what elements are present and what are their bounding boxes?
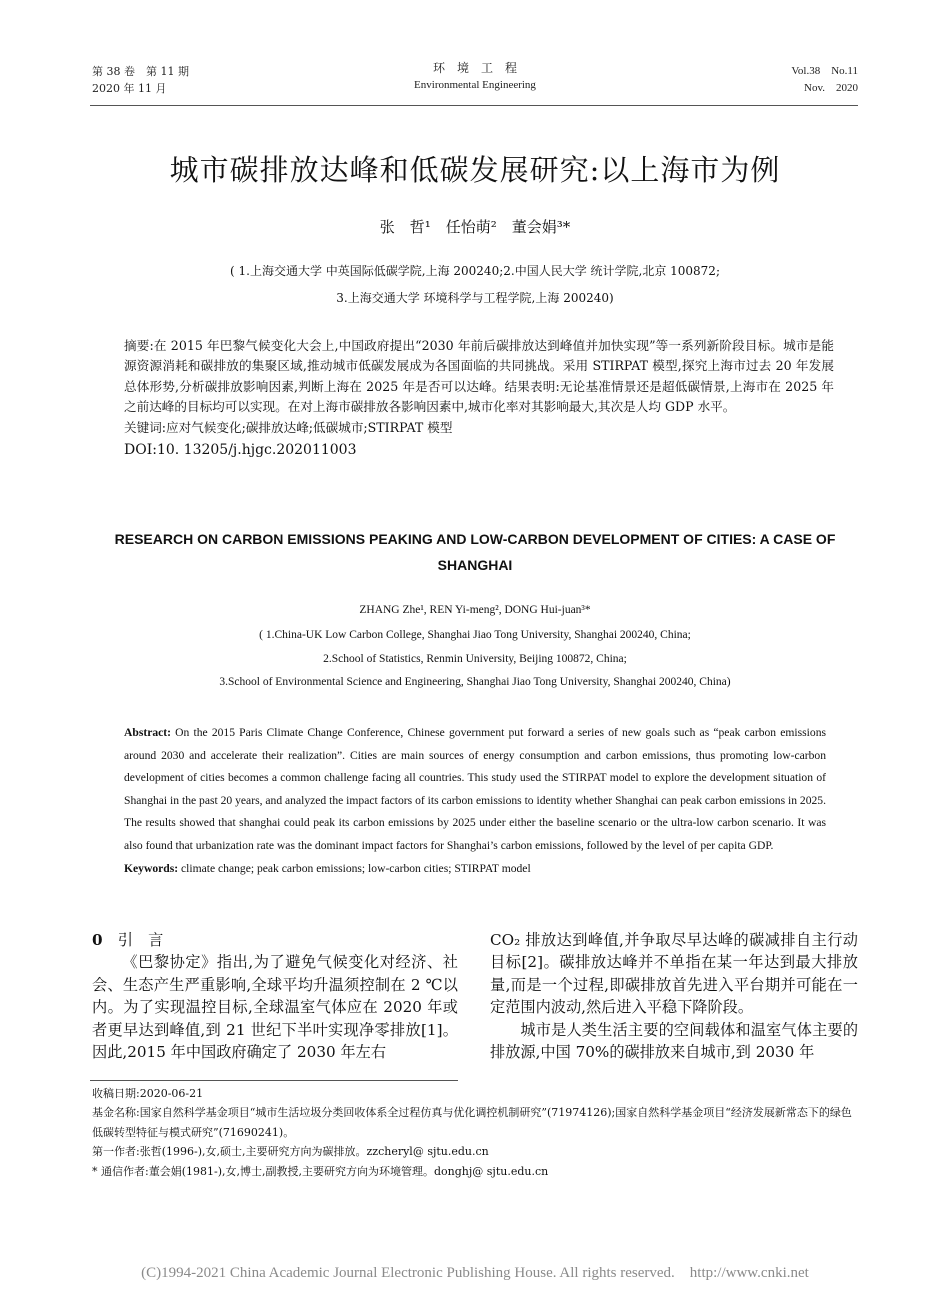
body-column-left [92, 929, 458, 1063]
volume-issue: 第 38 卷 第 11 期 [92, 65, 189, 78]
abstract-cn [124, 336, 834, 462]
footnote-received: 收稿日期:2020-06-21 [92, 1087, 204, 1100]
journal-volume-info-en [791, 63, 858, 97]
authors-en: ZHANG Zhe¹, REN Yi-meng², DONG Hui-juan³* [359, 604, 591, 616]
footnote-rule [90, 1080, 458, 1081]
keywords-en-label: Keywords: [124, 861, 179, 875]
volume-issue-en: Vol.38 No.11 [791, 65, 858, 77]
affiliation-en-2: 2.School of Statistics, Renmin University, Beijing 100872, China; [323, 653, 627, 665]
intro-paragraph-1: 《巴黎协定》指出,为了避免气候变化对经济、社会、生态产生严重影响,全球平均升温须控制在 2 ℃以内。为了实现温控目标,全球温室气体应在 2020 年或者更早达到峰值,到 21 世纪下半叶实现净零排放[1]。因此,2015 年中国政府确定了 2030 年左右 [92, 953, 458, 1062]
doi[interactable]: DOI:10. 13205/j.hjgc.202011003 [124, 442, 357, 459]
footnote-corresponding-author: * 通信作者:董会娟(1981-),女,博士,副教授,主要研究方向为环境管理。donghj@ sjtu.edu.cn [92, 1164, 549, 1178]
footnotes [92, 1084, 858, 1181]
abstract-en [124, 722, 826, 880]
abstract-en-text: On the 2015 Paris Climate Change Conference, Chinese government put forward a series of new goals such as “peak carbon emissions around 2030 and accelerate their realization”. Cities are main sources of energy consumption and carbon emissions, thus promoting low-carbon development of cities becomes a common challenge facing all countries. This study used the STIRPAT model to explore the development situation of Shanghai in the past 20 years, and analyzed the impact factors of its carbon emissions to identity whether Shanghai can peak carbon emissions in 2025. The results showed that shanghai could peak its carbon emissions by 2025 under either the baseline scenario or the ultra-low carbon scenario. It was also found that urbanization rate was the dominant impact factors for Shanghai’s carbon emissions, followed by the level of per capita GDP. [124, 726, 826, 852]
intro-paragraph-2: 城市是人类生活主要的空间载体和温室气体主要的排放源,中国 70%的碳排放来自城市,到 2030 年 [490, 1020, 858, 1062]
journal-name-cn: 环 境 工 程 [432, 61, 517, 75]
header-rule [90, 105, 858, 106]
affiliation-cn-1: ( 1.上海交通大学 中英国际低碳学院,上海 200240;2.中国人民大学 统计学院,北京 100872; [230, 264, 720, 278]
issue-date-en: Nov. 2020 [804, 82, 858, 94]
affiliation-cn-2: 3.上海交通大学 环境科学与工程学院,上海 200240) [336, 291, 614, 305]
intro-paragraph-1-cont: CO₂ 排放达到峰值,并争取尽早达峰的碳减排自主行动目标[2]。碳排放达峰并不单指在某一年达到最大排放量,而是一个过程,即碳排放首先进入平台期并可能在一定范围内波动,然后进入平稳下降阶段。 [490, 931, 858, 1017]
authors-cn: 张 哲¹ 任怡萌² 董会娟³* [379, 218, 571, 236]
journal-volume-info [92, 63, 189, 97]
affiliation-en-1: ( 1.China-UK Low Carbon College, Shanghai Jiao Tong University, Shanghai 200240, China; [259, 629, 691, 641]
page-title-en: RESEARCH ON CARBON EMISSIONS PEAKING AND LOW-CARBON DEVELOPMENT OF CITIES: A CASE OF SHANGHAI [114, 531, 836, 573]
section-heading-number: 0 [92, 931, 103, 949]
abstract-en-label: Abstract: [124, 726, 172, 739]
keywords-en-text: climate change; peak carbon emissions; low-carbon cities; STIRPAT model [178, 861, 531, 875]
journal-name-en: Environmental Engineering [414, 79, 536, 91]
issue-date: 2020 年 11 月 [92, 82, 167, 95]
footnote-funding: 基金名称:国家自然科学基金项目“城市生活垃圾分类回收体系全过程仿真与优化调控机制研究”(71974126);国家自然科学基金项目“经济发展新常态下的绿色低碳转型特征与模式研究”(71690241)。 [92, 1106, 852, 1139]
page-title: 城市碳排放达峰和低碳发展研究:以上海市为例 [169, 153, 781, 187]
affiliation-en-3: 3.School of Environmental Science and Engineering, Shanghai Jiao Tong University, Shanghai 200240, China) [219, 676, 731, 688]
body-column-right [490, 929, 858, 1063]
abstract-cn-text: 摘要:在 2015 年巴黎气候变化大会上,中国政府提出“2030 年前后碳排放达到峰值并加快实现”等一系列新阶段目标。城市是能源资源消耗和碳排放的集聚区域,推动城市低碳发展成为各国面临的共同挑战。采用 STIRPAT 模型,探究上海市过去 20 年发展总体形势,分析碳排放影响因素,判断上海在 2025 年是否可以达峰。结果表明:无论基准情景还是超低碳情景,上海市在 2025 年之前达峰的目标均可以实现。在对上海市碳排放各影响因素中,城市化率对其影响最大,其次是人均 GDP 水平。 [124, 338, 834, 415]
section-heading [92, 929, 458, 951]
journal-name [375, 60, 575, 94]
copyright-watermark: (C)1994-2021 China Academic Journal Electronic Publishing House. All rights reserved. http://www.cnki.net [141, 1265, 809, 1281]
footnote-first-author: 第一作者:张哲(1996-),女,硕士,主要研究方向为碳排放。zzcheryl@ sjtu.edu.cn [92, 1145, 489, 1159]
section-heading-title: 引 言 [117, 931, 164, 949]
keywords-cn: 关键词:应对气候变化;碳排放达峰;低碳城市;STIRPAT 模型 [124, 419, 453, 435]
